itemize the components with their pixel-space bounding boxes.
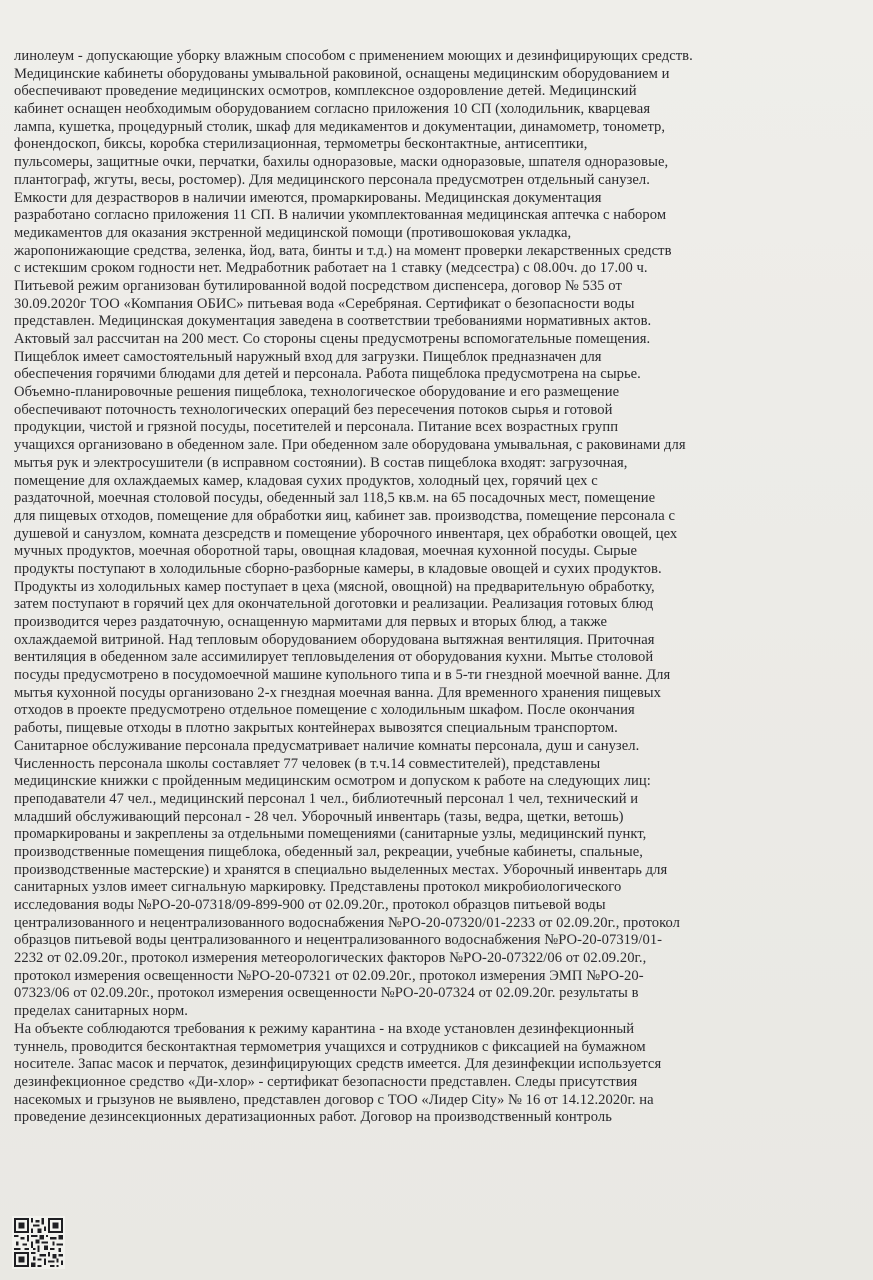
document-body — [14, 48, 844, 1127]
text-line: посуды предусмотрено в посудомоечной машине купольного типа и в 5-ти гнездной моечной ванне. Для — [14, 667, 671, 684]
qr-code-icon — [12, 1216, 65, 1269]
text-line: протокол измерения освещенности №РО-20-07321 от 02.09.20г., протокол измерения ЭМП №РО-20- — [14, 967, 644, 984]
text-line: Продукты из холодильных камер поступает в цеха (мясной, овощной) на предварительную обработку, — [14, 578, 655, 595]
text-line: носителе. Запас масок и перчаток, дезинфицирующих средств имеется. Для дезинфекции используется — [14, 1056, 662, 1073]
text-line: душевой и санузлом, комната дезсредств и помещение уборочного инвентаря, цех обработки овощей, цех — [14, 525, 678, 542]
text-line: промаркированы и закреплены за отдельными помещениями (санитарные узлы, медицинский пункт, — [14, 826, 647, 843]
text-line: учащихся организовано в обеденном зале. При обеденном зале оборудована умывальная, с раковинами для — [14, 437, 686, 454]
text-line: 30.09.2020г ТОО «Компания ОБИС» питьевая вода «Серебряная. Сертификат о безопасности воды — [14, 295, 635, 312]
text-line: Питьевой режим организован бутилированной водой посредством диспенсера, договор № 535 от — [14, 277, 622, 294]
text-line: централизованного и нецентрализованного водоснабжения №РО-20-07320/01-2233 от 02.09.20г., протокол — [14, 914, 680, 931]
text-line: жаропонижающие средства, зеленка, йод, вата, бинты и т.д.) на момент проверки лекарственных средств — [14, 242, 672, 259]
text-line: производственные мастерские) и хранятся в специально выделенных местах. Уборочный инвентарь для — [14, 861, 668, 878]
text-line: Численность персонала школы составляет 77 человек (в т.ч.14 совместителей), представлены — [14, 755, 601, 772]
text-line: помещение для охлаждаемых камер, кладовая сухих продуктов, холодный цех, горячий цех с — [14, 472, 598, 489]
text-line: дезинфекционное средство «Ди-хлор» - сертификат безопасности представлен. Следы присутствия — [14, 1073, 638, 1090]
text-line: проведение дезинсекционных дератизационных работ. Договор на производственный контроль — [14, 1109, 612, 1126]
text-line: производится через раздаточную, оснащенную мармитами для первых и вторых блюд, а также — [14, 614, 608, 630]
text-line: обеспечивают поточность технологических операций без пересечения потоков сырья и готовой — [14, 401, 613, 418]
text-line: медицинские книжки с пройденным медицинским осмотром и допуском к работе на следующих лиц: — [14, 773, 651, 790]
text-line: преподаватели 47 чел., медицинский персонал 1 чел., библиотечный персонал 1 чел, технический и — [14, 790, 639, 807]
text-line: Объемно-планировочные решения пищеблока, технологическое оборудование и его размещение — [14, 384, 620, 401]
text-line: затем поступают в горячий цех для окончательной доготовки и реализации. Реализация готовых блюд — [14, 596, 654, 613]
text-line: насекомых и грызунов не выявлено, представлен договор с ТОО «Лидер City» № 16 от 14.12.2020г. на — [14, 1091, 654, 1108]
text-line: разработано согласно приложения 11 СП. В наличии укомплектованная медицинская аптечка с набором — [14, 207, 667, 224]
text-line: отходов в проекте предусмотрено отдельное помещение с холодильным шкафом. После окончания — [14, 702, 635, 719]
text-line: санитарных узлов имеет сигнальную маркировку. Представлены протокол микробиологического — [14, 879, 622, 896]
text-line: туннель, проводится бесконтактная термометрия учащихся и сотрудников с фиксацией на бумажном — [14, 1038, 646, 1055]
text-line: младший обслуживающий персонал - 28 чел. Уборочный инвентарь (тазы, ведра, щетки, ветошь) — [14, 808, 624, 825]
text-line: раздаточной, моечная столовой посуды, обеденный зал 118,5 кв.м. на 65 посадочных мест, помещение — [14, 490, 656, 507]
text-line: пределах санитарных норм. — [14, 1003, 188, 1020]
text-line: обеспечения горячими блюдами для детей и персонала. Работа пищеблока предусмотрена на сырье. — [14, 366, 641, 383]
text-line: фонендоскоп, биксы, коробка стерилизационная, термометры бесконтактные, антисептики, — [14, 136, 588, 153]
text-line: продукции, чистой и грязной посуды, посетителей и персонала. Питание всех возрастных групп — [14, 419, 619, 436]
text-line: с истекшим сроком годности нет. Медработник работает на 1 ставку (медсестра) с 08.00ч. до 17.00 ч. — [14, 260, 648, 277]
text-line: работы, пищевые отходы в плотно закрытых контейнерах вывозятся специальным транспортом. — [14, 720, 618, 737]
text-line: Актовый зал рассчитан на 200 мест. Со стороны сцены предусмотрены вспомогательные помещения. — [14, 331, 651, 347]
text-line: представлен. Медицинская документация заведена в соответствии требованиями нормативных актов. — [14, 313, 652, 330]
text-line: мытья рук и электросушители (в исправном состоянии). В состав пищеблока входят: загрузочная, — [14, 454, 628, 471]
text-line: плантограф, жгуты, весы, ростомер). Для медицинского персонала предусмотрен отдельный санузел. — [14, 171, 650, 188]
text-line: для пищевых отходов, помещение для обработки яиц, кабинет зав. производства, помещение персонала с — [14, 507, 675, 524]
text-line: продукты поступают в холодильные сборно-разборные камеры, в кладовые овощей и сухих продуктов. — [14, 560, 662, 577]
text-line: лампа, кушетка, процедурный столик, шкаф для медикаментов и документации, динамометр, тонометр, — [14, 118, 666, 135]
text-line: мытья кухонной посуды организовано 2-х гнездная моечная ванна. Для временного хранения пищевых — [14, 684, 661, 701]
text-line: 2232 от 02.09.20г., протокол измерения метеорологических факторов №РО-20-07322/06 от 02.09.20г., — [14, 950, 647, 967]
text-line: Пищеблок имеет самостоятельный наружный вход для загрузки. Пищеблок предназначен для — [14, 348, 602, 365]
text-line: линолеум - допускающие уборку влажным способом с применением моющих и дезинфицирующих средств. — [14, 48, 693, 64]
text-line: охлаждаемой витриной. Над тепловым оборудованием оборудована вытяжная вентиляция. Приточная — [14, 631, 655, 648]
text-line: образцов питьевой воды централизованного и нецентрализованного водоснабжения №РО-20-07319/01- — [14, 932, 663, 949]
text-line: обеспечивают проведение медицинских осмотров, комплексное оздоровление детей. Медицинский — [14, 83, 637, 100]
text-line: мучных продуктов, моечная оборотной тары, овощная кладовая, моечная кухонной посуды. Сырые — [14, 543, 638, 560]
text-line: Медицинские кабинеты оборудованы умывальной раковиной, оснащены медицинским оборудованием и — [14, 65, 670, 82]
text-line: вентиляция в обеденном зале ассимилирует тепловыделения от оборудования кухни. Мытье столовой — [14, 649, 654, 666]
text-line: производственные помещения пищеблока, обеденный зал, рекреации, учебные кабинеты, спальные, — [14, 843, 643, 860]
text-line: 07323/06 от 02.09.20г., протокол измерения освещенности №РО-20-07324 от 02.09.20г. результаты в — [14, 985, 639, 1002]
text-line: медикаментов для оказания экстренной медицинской помощи (противошоковая укладка, — [14, 224, 572, 241]
text-line: кабинет оснащен необходимым оборудованием согласно приложения 10 СП (холодильник, кварцевая — [14, 101, 651, 118]
text-line: исследования воды №РО-20-07318/09-899-900 от 02.09.20г., протокол образцов питьевой воды — [14, 897, 606, 913]
text-line: Санитарное обслуживание персонала предусматривает наличие комнаты персонала, душ и санузел. — [14, 737, 640, 754]
text-line: На объекте соблюдаются требования к режиму карантина - на входе установлен дезинфекционный — [14, 1020, 635, 1037]
text-line: пульсомеры, защитные очки, перчатки, бахилы одноразовые, маски одноразовые, шпателя одноразовые, — [14, 154, 669, 171]
text-line: Емкости для дезрастворов в наличии имеются, промаркированы. Медицинская документация — [14, 189, 602, 206]
